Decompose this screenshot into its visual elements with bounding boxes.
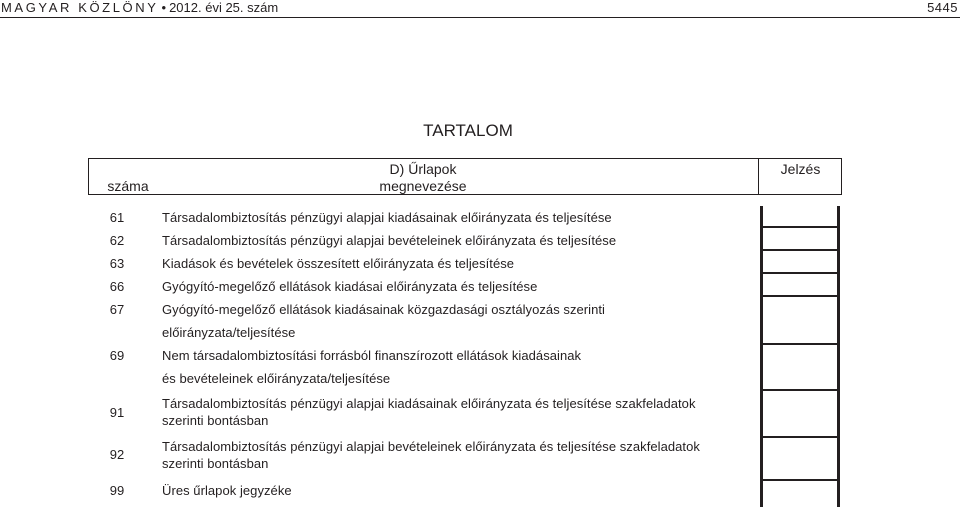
page-header [0,0,960,16]
mark-box-divider [760,295,840,297]
mark-column-right-border [837,206,840,507]
form-name-continued: előirányzata/teljesítése [162,325,296,340]
column-header-number: száma [107,178,149,194]
separator-bullet: • [161,0,167,15]
mark-box-divider [760,272,840,274]
running-head [1,0,278,15]
form-number: 69 [109,348,125,363]
form-name-continued: szerinti bontásban [162,456,269,471]
form-name-continued: szerinti bontásban [162,413,269,428]
column-header-name-line1: D) Űrlapok [389,161,457,177]
form-name: Gyógyító-megelőző ellátások kiadásainak közgazdasági osztályozás szerinti [162,302,605,317]
form-number: 61 [109,210,125,225]
form-name: Üres űrlapok jegyzéke [162,483,292,498]
form-name-continued: és bevételeinek előirányzata/teljesítése [162,371,391,386]
publication-name: MAGYAR KÖZLÖNY [1,0,159,15]
form-number: 67 [109,302,125,317]
form-number: 91 [109,405,125,420]
mark-box-divider [760,226,840,228]
mark-column-boxes [760,206,840,507]
column-header-name-line2: megnevezése [379,178,467,194]
form-name: Kiadások és bevételek összesített előirányzata és teljesítése [162,256,515,271]
mark-box-divider [760,389,840,391]
form-number: 62 [109,233,125,248]
form-number: 63 [109,256,125,271]
mark-box-divider [760,249,840,251]
header-rule [0,17,960,18]
form-name: Társadalombiztosítás pénzügyi alapjai bevételeinek előirányzata és teljesítése szakfeladatok [162,439,700,454]
form-name: Társadalombiztosítás pénzügyi alapjai kiadásainak előirányzata és teljesítése [162,210,612,225]
page-number: 5445 [927,0,958,15]
form-number: 92 [109,447,125,462]
issue-date: 2012. évi 25. szám [169,0,279,15]
mark-box-divider [760,436,840,438]
mark-column-left-border [760,206,763,507]
form-name: Társadalombiztosítás pénzügyi alapjai kiadásainak előirányzata és teljesítése szakfeladatok [162,396,696,411]
form-number: 66 [109,279,125,294]
form-name: Társadalombiztosítás pénzügyi alapjai bevételeinek előirányzata és teljesítése [162,233,617,248]
form-name: Gyógyító-megelőző ellátások kiadásai előirányzata és teljesítése [162,279,538,294]
form-number: 99 [109,483,125,498]
form-name: Nem társadalombiztosítási forrásból finanszírozott ellátások kiadásainak [162,348,582,363]
mark-box-divider [760,479,840,481]
column-header-mark: Jelzés [780,161,821,177]
mark-box-divider [760,343,840,345]
page-title: TARTALOM [423,121,513,140]
